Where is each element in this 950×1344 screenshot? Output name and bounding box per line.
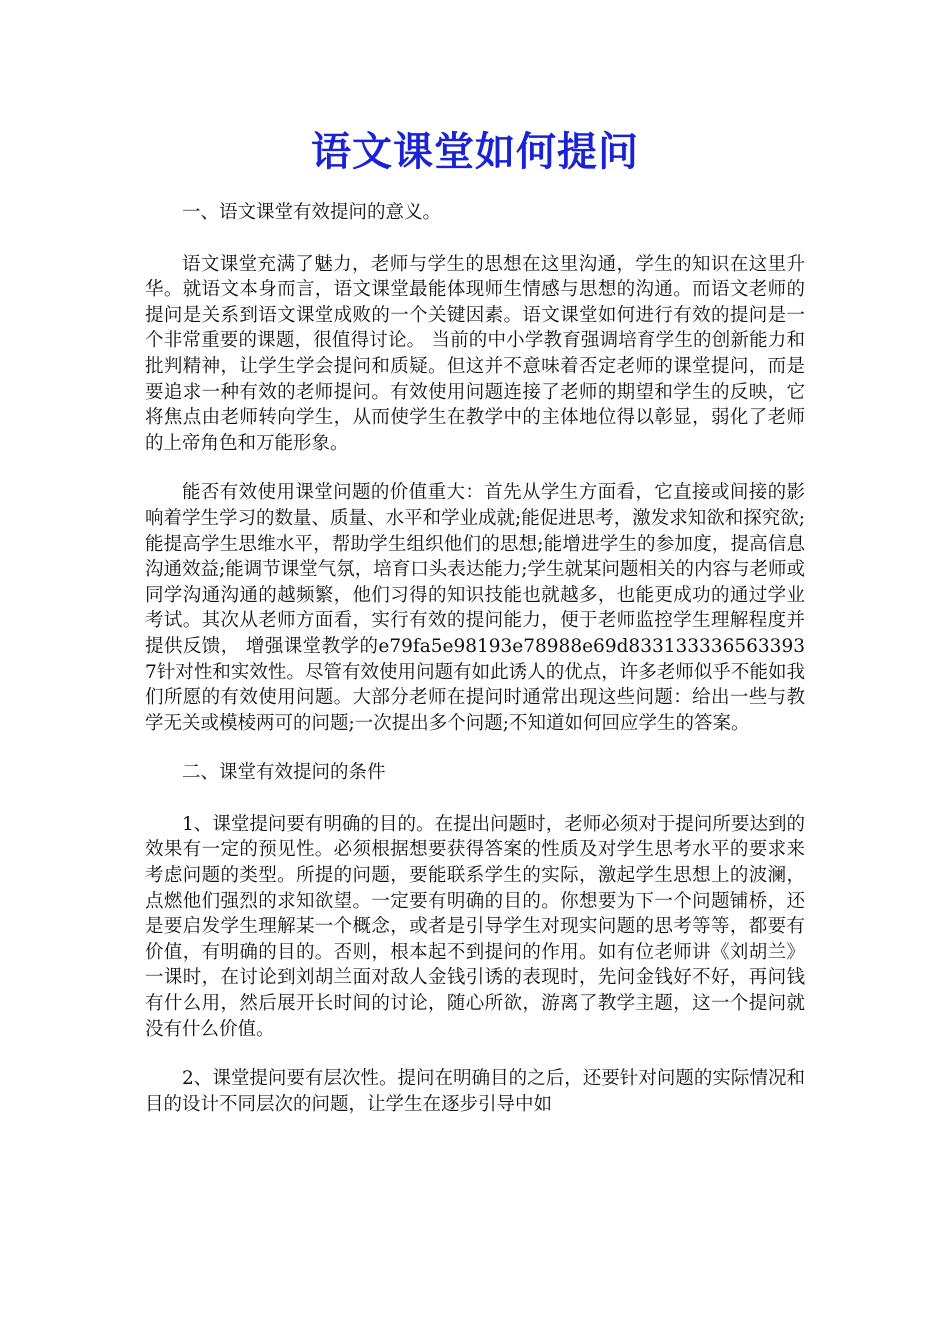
paragraph-1: 语文课堂充满了魅力，老师与学生的思想在这里沟通，学生的知识在这里升华。就语文本身而言，语文课堂最能体现师生情感与思想的沟通。而语文老师的提问是关系到语文课堂成败的一个关键因素。语文课堂如何进行有效的提问是一个非常重要的课题，很值得讨论。 当前的中小学教育强调培育学生的创新能力和批判精神，让学生学会提问和质疑。但这并不意味着否定老师的课堂提问，而是要追求一种有效的老师提问。有效使用问题连接了老师的期望和学生的反映，它将焦点由老师转向学生，从而使学生在教学中的主体地位得以彰显，弱化了老师的上帝角色和万能形象。 <box>145 253 805 454</box>
paragraph-4: 2、课堂提问要有层次性。提问在明确目的之后，还要针对问题的实际情况和目的设计不同层次的问题，让学生在逐步引导中如 <box>145 1068 805 1115</box>
paragraph-2: 能否有效使用课堂问题的价值重大：首先从学生方面看，它直接或间接的影响着学生学习的数量、质量、水平和学业成就;能促进思考，激发求知欲和探究欲;能提高学生思维水平，帮助学生组织他们的思想;能增进学生的参加度，提高信息沟通效益;能调节课堂气氛，培育口头表达能力;学生就某问题相关的内容与老师或同学沟通沟通的越频繁，他们习得的知识技能也就越多，也能更成功的通过学业考试。其次从老师方面看，实行有效的提问能力，便于老师监控学生理解程度并提供反馈， 增强课堂教学的e79fa5e98193e78988e69d8331333365633937针对性和实效性。尽管有效使用问题有如此诱人的优点，许多老师似乎不能如我们所愿的有效使用问题。大部分老师在提问时通常出现这些问题：给出一些与教学无关或模棱两可的问题;一次提出多个问题;不知道如何回应学生的答案。 <box>145 482 805 734</box>
document-page <box>145 0 805 1141</box>
document-body <box>145 200 805 1117</box>
section-heading-1: 一、语文课堂有效提问的意义。 <box>182 202 442 223</box>
paragraph-3: 1、课堂提问要有明确的目的。在提出问题时，老师必须对于提问所要达到的效果有一定的预见性。必须根据想要获得答案的性质及对学生思考水平的要求来考虑问题的类型。所提的问题，要能联系学生的实际，激起学生思想上的波澜，点燃他们强烈的求知欲望。一定要有明确的目的。你想要为下一个问题铺桥，还是要启发学生理解某一个概念，或者是引导学生对现实问题的思考等等，都要有价值，有明确的目的。否则，根本起不到提问的作用。如有位老师讲《刘胡兰》一课时，在讨论到刘胡兰面对敌人金钱引诱的表现时，先问金钱好不好，再问钱有什么用，然后展开长时间的讨论，随心所欲，游离了教学主题，这一个提问就没有什么价值。 <box>145 813 805 1040</box>
document-title: 语文课堂如何提问 <box>311 128 639 175</box>
section-heading-2: 二、课堂有效提问的条件 <box>182 762 386 784</box>
